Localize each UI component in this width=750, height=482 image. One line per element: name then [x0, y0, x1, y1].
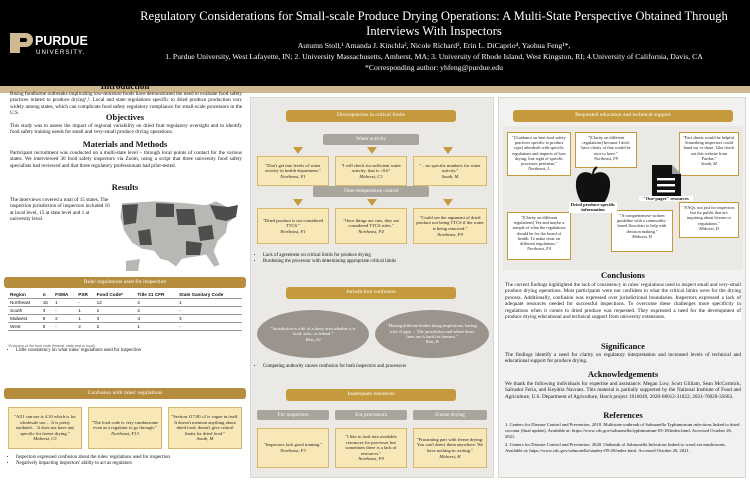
bullet-item: • Inspectors expressed confusion about the rules/ regulations used for inspection — [16, 455, 242, 461]
resource-label: For inspectors — [257, 410, 329, 420]
table-header-row — [8, 291, 242, 299]
quote-source: Midwest, C3 — [33, 436, 57, 442]
support-quote — [507, 212, 571, 260]
table-cell: 3 — [41, 307, 53, 315]
quote-text: "All I can use is 4.10 which is for wholesale use… It is pretty outdated… It does not have any specific for freeze drying." — [14, 414, 76, 436]
methods-heading: Materials and Methods — [82, 139, 168, 149]
quote-source: West, B — [425, 339, 439, 345]
table-row — [8, 299, 242, 307]
conclusions-text: The current findings highlighted the lack of consistency in rules/ regulations used to inspect small and very-small produce drying operations. Most participants were not confident in what the critical limits were for the drying process. Additionally, confusion was expressed over jurisdictional boundaries. Inspectors expressed a lack of adequate resources needed for successful inspections. To overcome these challenges more specificity in regulations when it comes to dried produce was requested. They expressed a need for the development of produce drying educational and technical support from university extensions. — [505, 282, 741, 321]
methods-text: Participant recruitment was conducted on a multi-state level – through local points of contact for the various states. We interviewed 30 food safety inspectors via Zoom, using a script that three university food safety specialists had reviewed and that three regulatory professionals had pilot-tested. — [10, 150, 242, 169]
support-quote — [679, 132, 739, 176]
reference-item: 1. Centers for Disease Control and Prevention. 2018. Multistate outbreak of Salmonella Typhimurium infections linked to dried coconut (final update). Available at: https://www.cdc.gov/salmonella/typhimurium-03-18/index.html. Accessed October 26, 2021. — [505, 422, 740, 439]
objectives-heading: Objectives — [105, 112, 145, 122]
middle-column — [250, 97, 494, 478]
author-list: Autumn Stoll,¹ Amanda J. Kinchla², Nicole Richard², Erin L. DiCaprio⁴, Yaohua Feng¹*, — [297, 41, 571, 50]
quote-text: "[Clarity on different regulations] because I don't have clarity of that would be nice to have." — [581, 135, 631, 156]
needs-banner: Requested education and technical support — [513, 110, 733, 122]
table-cell: South — [8, 307, 41, 315]
support-quote — [679, 202, 739, 238]
arrow-down-icon — [293, 147, 303, 154]
water-quote — [413, 156, 487, 186]
column-header: PSR — [76, 291, 94, 299]
bullet-item: • Burdening the processor with determining appropriate critical limits — [263, 259, 491, 265]
quote-text: "Jurisdiction is a bit of a fuzzy area whether it is local, state, or federal." — [270, 325, 356, 337]
table-cell: - — [53, 307, 76, 315]
corresponding-author: *Corresponding author: yhfeng@purdue.edu — [365, 62, 503, 72]
conclusions-heading: Conclusions — [601, 270, 645, 280]
jurisdiction-banner: Jurisdiction confusion — [286, 287, 456, 299]
column-header: n — [41, 291, 53, 299]
support-quote — [507, 132, 571, 176]
table-cell: 2 — [76, 323, 94, 331]
confusion-quote — [168, 407, 242, 449]
introduction-heading: Introduction — [100, 81, 150, 91]
ttc-quote — [335, 208, 407, 244]
jurisdiction-quote — [257, 310, 369, 358]
introduction-text: Rising foodborne outbreaks implicating low-moisture foods have demonstrated the need to evaluate food safety practices related to produce drying¹,². Local and state regulations specific to dried produce production vary widely among states, which can complicate food safety regulatory compliance for small-scale processors in the U.S. — [10, 91, 242, 117]
column-header: Region — [8, 291, 41, 299]
table-cell: 3 — [95, 315, 136, 323]
significance-text: The findings identify a need for clarity on regulatory interpretation and increased levels of technical and educational support for produce drying. — [505, 352, 741, 365]
bullet-item: • Negatively impacting inspectors' ability to act as regulators — [16, 461, 242, 467]
column-header: State Sanitary Code — [177, 291, 242, 299]
table-cell: 2 — [53, 315, 76, 323]
table-cell: 1 — [135, 323, 177, 331]
table-cell: - — [76, 299, 94, 307]
quote-text: "[Clarity on different regulations] Yes and maybe a sample of what the regulations should be for the board of health. To make clear on different regulations." — [512, 215, 566, 247]
column-header: FSMA — [53, 291, 76, 299]
consistency-bullets — [8, 348, 242, 354]
table-cell: 1 — [76, 307, 94, 315]
resource-label: For processors — [335, 410, 407, 420]
logo-subtitle: UNIVERSITY. — [36, 49, 86, 56]
quote-source: South, M — [196, 436, 214, 442]
quote-source: Midwest, H — [439, 453, 461, 459]
jurisdiction-quote — [375, 310, 489, 358]
table-cell: 15 — [41, 299, 53, 307]
quote-source: Northeast, F3 — [280, 448, 306, 453]
poster-title: Regulatory Considerations for Small-scale Produce Drying Operations: A Multi-State Perspective Obtained Through Interviews With Inspectors — [140, 9, 728, 38]
table-cell: 4 — [135, 315, 177, 323]
time-temperature-banner: Time-temperature control — [313, 186, 429, 197]
purdue-logo — [8, 30, 128, 56]
quote-text: "FAQs, not just for inspectors but for public that are inquiring about license or regulations." — [683, 205, 735, 226]
column-header: Food Code* — [95, 291, 136, 299]
rules-banner: Rule/ regulations used for inspection — [4, 277, 246, 288]
quote-source: Northeast, F1 — [280, 173, 306, 179]
table-row — [8, 307, 242, 315]
water-quote — [335, 156, 407, 186]
water-activity-banner: Water activity — [323, 134, 419, 145]
table-cell: 12 — [95, 299, 136, 307]
poster-header — [0, 0, 750, 86]
quote-text: "The food code is very cumbersome even as a regulator to go through." — [91, 419, 159, 431]
table-cell: 3 — [177, 315, 242, 323]
table-cell: West — [8, 323, 41, 331]
quote-text: "Dried produce is not considered TTCS." — [262, 217, 324, 229]
table-cell: Northeast — [8, 299, 41, 307]
quote-source: Northeast, L — [528, 166, 550, 172]
bullet-item: • Competing authority causes confusion for both inspectors and processors — [263, 364, 491, 370]
apple-label: Dried produce-specific information — [570, 202, 616, 213]
support-quote — [611, 210, 673, 252]
table-note: *A version of the food code (federal, state and or local) — [8, 344, 95, 348]
quote-source: Midwest, D — [699, 225, 719, 231]
quote-source: West, A2 — [305, 336, 321, 342]
table-cell: 2 — [135, 299, 177, 307]
quote-source: Northeast, F1 — [280, 228, 306, 234]
quote-text: "…no specific numbers for water activity." — [419, 162, 481, 174]
document-label: "One-pager" resources — [639, 196, 693, 201]
table-cell: 1 — [76, 315, 94, 323]
table-row — [8, 315, 242, 323]
results-heading: Results — [111, 182, 139, 192]
quote-text: "A comprehensive written guideline with a commodity-based flowchart to help with decision making." — [617, 213, 667, 234]
quote-source: South, M — [701, 161, 717, 167]
ttc-quote — [257, 208, 329, 244]
support-quote — [575, 132, 637, 168]
us-states-map — [116, 195, 244, 277]
arrow-down-icon — [443, 199, 453, 206]
quote-text: "[Guidance on best food safety practices specific to product type] afterdeals with specific regulations and impacts of how drying, line sight of specific processes pertinent." — [512, 135, 566, 167]
quote-source: Midwest, C3 — [359, 173, 383, 179]
right-column — [498, 97, 746, 478]
column-header: Title 21 CFR — [135, 291, 177, 299]
quote-text: "I like to look into available resources for processor but sometimes there is a lack of resources." — [345, 434, 397, 456]
ttc-quote — [413, 208, 487, 244]
resource-quote — [257, 428, 329, 468]
quote-source: Northeast, F9 — [358, 456, 384, 462]
quote-source: Northeast, F4 — [358, 228, 384, 234]
quote-source: Northeast, F13 — [111, 430, 139, 436]
quote-text: "Frustrating part with freeze drying: You can't direct them anywhere. We have nothing in writing." — [416, 436, 484, 453]
table-cell: - — [177, 323, 242, 331]
quote-text: "Don't get into levels of water activity in health department." — [265, 162, 321, 174]
results-text: The interviews covered a total of 15 states. The inspection jurisdiction of inspectors included 16 at local level, 15 at state level and 1 at university level. — [10, 197, 110, 223]
critical-bullets — [255, 253, 491, 265]
acknowledgements-text: We thank the following individuals for expertise and assistance: Megan Low, Scott Gilliam, Sean McCormick, Salvador Feria, and Keydria Navraez. This material is partially supported by the National Institute of Food and Agriculture, U.S. Department of Agriculture, Hatch project 1016049, 2020-68012-31822; 2021-70020-35663. — [505, 381, 741, 400]
table-cell: 1 — [53, 299, 76, 307]
arrow-down-icon — [293, 199, 303, 206]
quote-text: "Section 117.80 c2 is vague in itself. It doesn't mention anything about dried food, doesn't give critical limits for dried food." — [171, 414, 239, 436]
confusion-quote — [88, 407, 162, 449]
table-cell: 9 — [41, 315, 53, 323]
arrow-down-icon — [367, 147, 377, 154]
water-quote — [257, 156, 329, 186]
confusion-banner: Confusion with rules/ regulations — [4, 388, 246, 399]
table-cell: 1 — [177, 299, 242, 307]
confusion-bullets — [8, 455, 242, 467]
table-row — [8, 323, 242, 331]
quote-text: "Inspectors lack good training." — [263, 442, 323, 448]
table-cell: 5 — [41, 323, 53, 331]
acknowledgements-heading: Acknowledgements — [587, 369, 659, 379]
objectives-text: This study was to assess the impact of regional variability on dried fruit regulatory oversight and to identify food safety training needs for small and very-small produce drying operations. — [10, 123, 242, 136]
confusion-quote — [8, 407, 82, 449]
bullet-item: • Lack of agreement on critical limits for produce drying — [263, 253, 491, 259]
table-cell: - — [177, 307, 242, 315]
table-cell: Midwest — [8, 315, 41, 323]
resource-quote — [413, 428, 487, 468]
arrow-down-icon — [443, 147, 453, 154]
table-cell: 2 — [95, 323, 136, 331]
quote-text: "Once things are cuts, they are considered TTCS rules." — [342, 217, 400, 229]
quote-source: Northeast, F9 — [594, 155, 618, 161]
quote-source: Midwest, H — [632, 233, 652, 239]
quote-text: "I will check for sufficient water activity; that is <0.6" — [341, 162, 401, 174]
reference-item: 2. Centers for Disease Control and Prevention. 2020. Outbreak of Salmonella Infections linked to wood ear mushrooms. Available at: https://www.cdc.gov/salmonella/stanley-09-20/index.html. Accessed October 26, 2021. — [505, 442, 726, 453]
affiliations: 1. Purdue University, West Lafayette, IN; 2. University Massachusetts, Amherst, MA; 3. University of Rhode Island, West Kingston, RI; 4.University of California, Davis, CA — [165, 51, 703, 61]
resource-label: Freeze drying — [413, 410, 487, 420]
quote-source: South, M — [441, 173, 459, 179]
resource-quote — [335, 428, 407, 468]
resources-banner: Inadequate resources — [286, 389, 456, 401]
critical-limits-banner: Discrepancies in critical limits — [286, 110, 456, 122]
table-cell: 2 — [135, 307, 177, 315]
bullet-item: • Little consistency on what rules/ regulations used for inspection — [16, 348, 242, 354]
jurisdiction-bullets — [255, 364, 491, 370]
significance-heading: Significance — [601, 341, 645, 351]
quote-source: Northeast, F4 — [527, 246, 551, 252]
regulations-table — [8, 291, 242, 331]
left-column — [4, 81, 246, 478]
arrow-down-icon — [367, 199, 377, 206]
table-cell: - — [53, 323, 76, 331]
references-heading: References — [603, 410, 643, 420]
quote-text: "Fact sheets would be helpful. Something inspectors could hand out or share. Like check out this website from Purdue." — [683, 135, 735, 161]
quote-text: "Having different bodies doing inspections, having a lot of gaps …The jurisdiction and where those lines are is hard for farmers." — [387, 323, 477, 339]
logo-wordmark: PURDUE — [35, 34, 88, 48]
author-block — [128, 41, 740, 73]
table-cell: 1 — [95, 307, 136, 315]
quote-text: "Could see the argument of dried produce not being TTCS if the water is being removed." — [416, 214, 484, 231]
quote-source: Northeast, F9 — [437, 231, 463, 237]
